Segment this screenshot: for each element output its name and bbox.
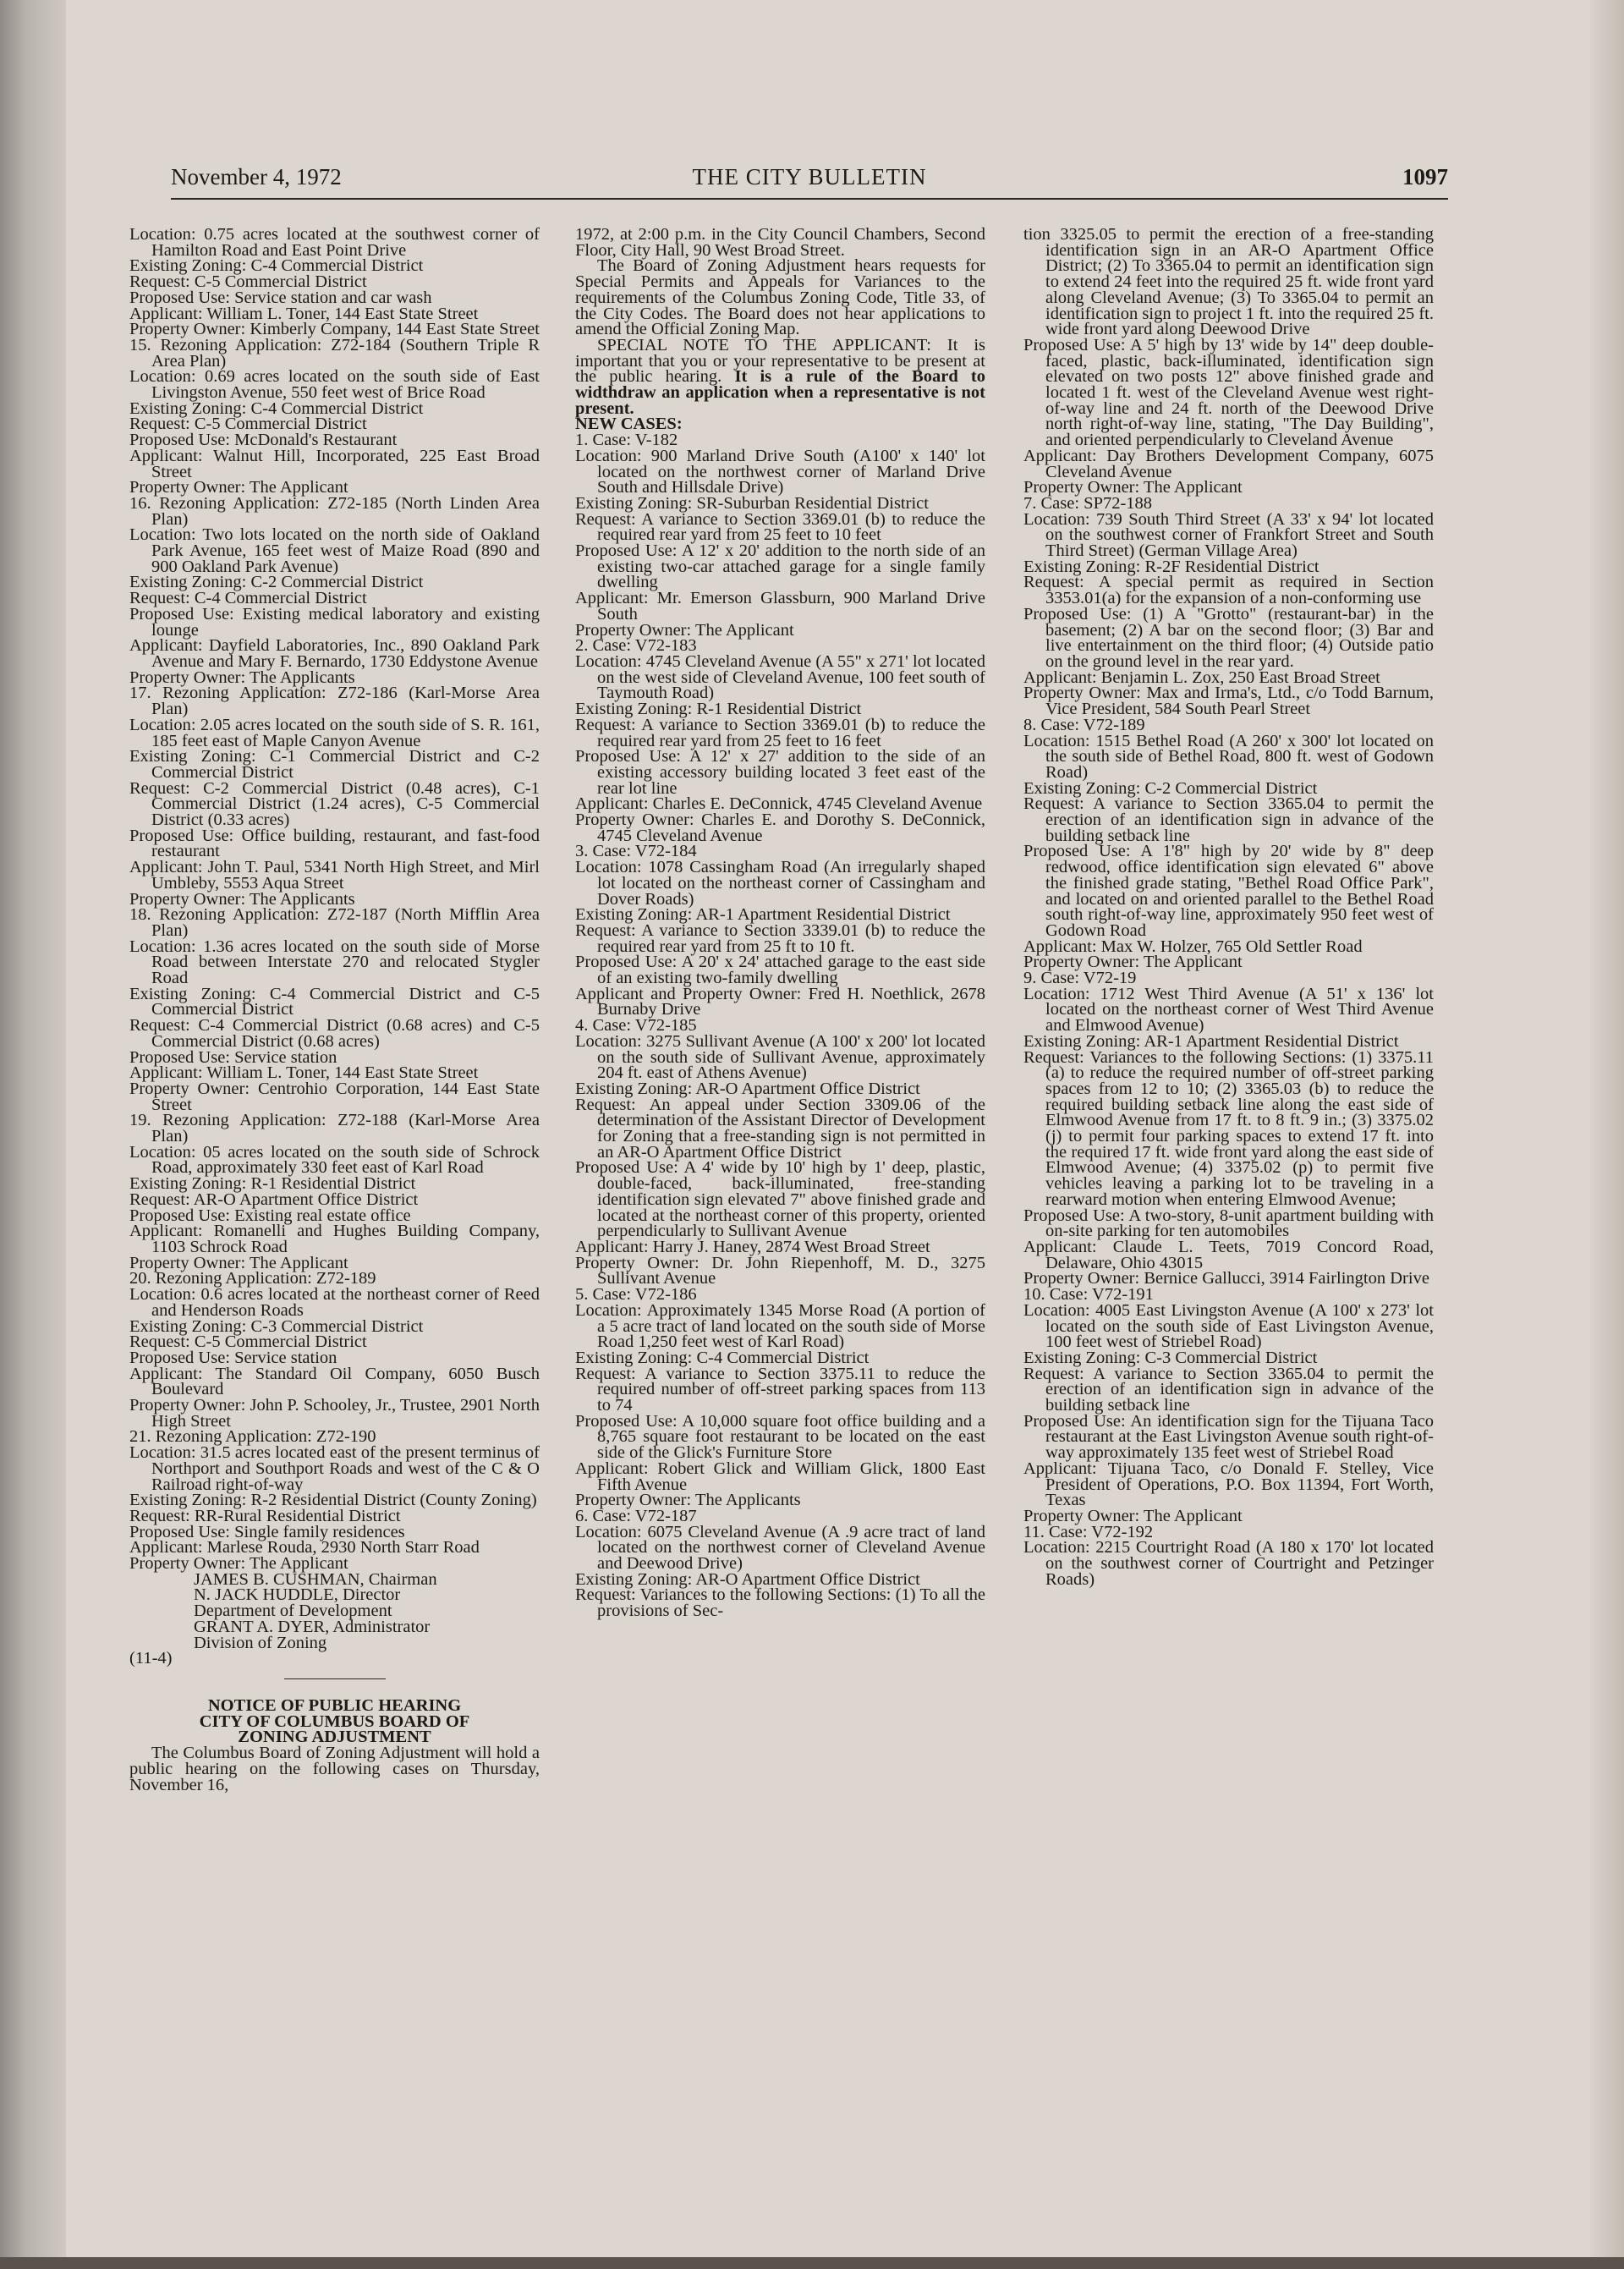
rezoning-entry-line: Proposed Use: Existing real estate office (129, 1206, 411, 1225)
rezoning-entry-line: Location: 1.36 acres located on the south side of Morse Road between Interstate 270 and relocated Stygler Road (129, 937, 540, 988)
case-entry-line: Location: 1078 Cassingham Road (An irregularly shaped lot located on the northeast corner of Cassingham and Dover Roads) (575, 858, 985, 909)
special-note (575, 335, 985, 418)
case-entry-line: Proposed Use: A 12' x 20' addition to the north side of an existing two-car attached garage for a single family dwelling (575, 541, 985, 592)
case-entry-line: Existing Zoning: C-2 Commercial District (1023, 778, 1318, 798)
notice-intro-continued: 1972, at 2:00 p.m. in the City Council Chambers, Second Floor, City Hall, 90 West Broad Street. (575, 225, 985, 260)
rezoning-entry-line: Existing Zoning: C-4 Commercial District (129, 398, 424, 418)
case-entry-line: Property Owner: Dr. John Riepenhoff, M. D., 3275 Sullivant Avenue (575, 1253, 985, 1288)
case-entry-line: Location: 6075 Cleveland Avenue (A .9 acre tract of land located on the northwest corner of Cleveland Avenue and Deewood Drive) (575, 1522, 985, 1574)
case-entry-line: Existing Zoning: C-3 Commercial District (1023, 1348, 1318, 1367)
rezoning-entry-line: Applicant: Dayfield Laboratories, Inc., 890 Oakland Park Avenue and Mary F. Bernardo, 1730 Eddystone Avenue (129, 636, 540, 671)
section-divider (284, 1678, 386, 1679)
signature-line: Division of Zoning (194, 1633, 327, 1652)
rezoning-entry-line: Existing Zoning: R-2 Residential District (County Zoning) (129, 1491, 537, 1510)
case-entry-line: Request: Variances to the following Sections: (1) 3375.11 (a) to reduce the required number of off-street parking spaces from 12 to 10; (2) 3365.03 (b) to reduce the required building setback line along the east side of Elmwood Avenue from 17 ft. to 8 ft. 9 in.; (3) 3375.02 (j) to permit four parking spaces to extend 17 ft. into the required 17 ft. wide front yard along the east side of Elmwood Avenue; (4) 3375.02 (p) to permit five vehicles leaving a parking lot to be traveling in a rearward motion when entering Elmwood Avenue; (1023, 1047, 1434, 1209)
case-entry-line: Applicant: Max W. Holzer, 765 Old Settler Road (1023, 937, 1363, 956)
case-entry-line: Applicant: Benjamin L. Zox, 250 East Broad Street (1023, 668, 1380, 687)
case-entry-line: Existing Zoning: AR-O Apartment Office District (575, 1569, 920, 1589)
rezoning-entry-line: Location: Two lots located on the north side of Oakland Park Avenue, 165 feet west of Maize Road (890 and 900 Oakland Park Avenue) (129, 525, 540, 576)
rezoning-entry-line: Request: C-5 Commercial District (129, 272, 367, 292)
page-bottom-edge (0, 2257, 1624, 2269)
rezoning-entry-line: Property Owner: The Applicants (129, 889, 355, 909)
notice-intro: The Columbus Board of Zoning Adjustment will hold a public hearing on the following cases on Thursday, November 16, (129, 1744, 540, 1794)
case-entry-line: Existing Zoning: SR-Suburban Residential District (575, 493, 929, 513)
rezoning-entry-line: Existing Zoning: C-1 Commercial District and C-2 Commercial District (129, 747, 540, 782)
case-entry-line: Property Owner: The Applicants (575, 1491, 801, 1510)
case-entry-line: Request: A variance to Section 3365.04 to permit the erection of an identification sign in advance of the building setback line (1023, 794, 1434, 845)
rezoning-entry-line: Applicant: Romanelli and Hughes Building Company, 1103 Schrock Road (129, 1222, 540, 1256)
rezoning-entry-line: Property Owner: The Applicants (129, 668, 355, 687)
case-entry-line: Location: 739 South Third Street (A 33' x 94' lot located on the southwest corner of Frankfort Street and South Third Street) (German Village Area) (1023, 509, 1434, 561)
case-entry-line: Location: 1712 West Third Avenue (A 51' x 136' lot located on the northeast corner of West Third Avenue and Elmwood Avenue) (1023, 984, 1434, 1036)
case-entry-line: Property Owner: The Applicant (1023, 1506, 1243, 1525)
rezoning-entry-line: Proposed Use: Service station and car wash (129, 288, 432, 307)
rezoning-entry-line: Property Owner: The Applicant (129, 1554, 348, 1574)
issue-code: (11-4) (129, 1649, 173, 1668)
rezoning-entry-line: Request: C-5 Commercial District (129, 1332, 367, 1352)
new-cases-heading: NEW CASES: (575, 415, 683, 434)
case-entry-line: 11. Case: V72-192 (1023, 1522, 1154, 1541)
case-entry-line: Existing Zoning: R-2F Residential District (1023, 557, 1320, 576)
rezoning-entry-line: Proposed Use: Service station (129, 1348, 337, 1367)
case-entry-line: Location: 2215 Courtright Road (A 180 x 170' lot located on the southwest corner of Courtright and Petzinger Roads) (1023, 1538, 1434, 1589)
case-entry-line: Location: 1515 Bethel Road (A 260' x 300' lot located on the south side of Bethel Road, 800 ft. west of Godown Road) (1023, 731, 1434, 782)
case-entry-line: Request: A variance to Section 3375.11 to reduce the required number of off-street parking spaces from 113 to 74 (575, 1364, 985, 1415)
case-entry-line: 8. Case: V72-189 (1023, 715, 1145, 734)
case-entry-line: Existing Zoning: AR-1 Apartment Residential District (1023, 1031, 1399, 1051)
rezoning-entry-line: Request: C-5 Commercial District (129, 415, 367, 434)
case-entry-line: Proposed Use: A 12' x 27' addition to the side of an existing accessory building located 3 feet east of the rear lot line (575, 747, 985, 798)
header-page-number: 1097 (1402, 164, 1448, 190)
signature-line: Department of Development (194, 1601, 392, 1621)
rezoning-entry-line: Proposed Use: Existing medical laboratory and existing lounge (129, 604, 540, 640)
case-entry-line: Proposed Use: An identification sign for the Tijuana Taco restaurant at the East Livingston Avenue south right-of-way approximately 135 feet west of Striebel Road (1023, 1411, 1434, 1463)
case-entry-line: Property Owner: Charles E. and Dorothy S. DeConnick, 4745 Cleveland Avenue (575, 810, 985, 845)
rezoning-entry-line: 18. Rezoning Application: Z72-187 (North Mifflin Area Plan) (129, 905, 540, 940)
rezoning-entry-line: Property Owner: Centrohio Corporation, 144 East State Street (129, 1079, 540, 1114)
case-entry-line: Existing Zoning: AR-O Apartment Office District (575, 1079, 920, 1098)
signature-line: GRANT A. DYER, Administrator (194, 1617, 431, 1636)
case-entry-line: Request: A variance to Section 3339.01 (b) to reduce the required rear yard from 25 ft to 10 ft. (575, 920, 985, 956)
case-entry-line: Property Owner: The Applicant (575, 620, 794, 640)
rezoning-entry-line: Property Owner: Kimberly Company, 144 East State Street (129, 320, 540, 339)
case-entry-line: Applicant: Claude L. Teets, 7019 Concord Road, Delaware, Ohio 43015 (1023, 1238, 1434, 1272)
case-entry-line: Property Owner: Bernice Gallucci, 3914 Fairlington Drive (1023, 1269, 1429, 1288)
rezoning-entry-line: Existing Zoning: R-1 Residential District (129, 1174, 416, 1194)
bulletin-page (127, 144, 1451, 2242)
case-entry-line: Proposed Use: A 1'8" high by 20' wide by 8" deep redwood, office identification sign elevated 6" above the finished grade stating, "Bethel Road Office Park", and located on and oriented parallel to the Bethel Road south right-of-way line, approximately 950 feet west of Godown Road (1023, 842, 1434, 940)
rezoning-entry-line: Applicant: Marlese Rouda, 2930 North Starr Road (129, 1538, 480, 1558)
case-entry-line: Existing Zoning: AR-1 Apartment Residential District (575, 905, 951, 925)
column-1 (129, 227, 540, 1793)
rezoning-entry-line: Proposed Use: Single family residences (129, 1522, 405, 1541)
case-entry-line: 3. Case: V72-184 (575, 842, 697, 861)
case-entry-line: Applicant: Day Brothers Development Company, 6075 Cleveland Avenue (1023, 446, 1434, 481)
rezoning-entry-line: Applicant: William L. Toner, 144 East State Street (129, 1063, 479, 1083)
rezoning-entry-line: Location: 31.5 acres located east of the present terminus of Northport and Southport Roads and west of the C & O Railroad right-of-way (129, 1443, 540, 1494)
rezoning-entry-line: 19. Rezoning Application: Z72-188 (Karl-Morse Area Plan) (129, 1111, 540, 1146)
case-entry-line: Proposed Use: (1) A "Grotto" (restaurant-bar) in the basement; (2) A bar on the second floor; (3) Bar and live entertainment on the third floor; (4) Outside patio on the ground level in the rear yard. (1023, 604, 1434, 671)
case-entry-line: Location: 900 Marland Drive South (A100' x 140' lot located on the northwest corner of Marland Drive South and Hillsdale Drive) (575, 446, 985, 497)
signature-block (129, 1569, 540, 1652)
rezoning-entry-line: Applicant: The Standard Oil Company, 6050 Busch Boulevard (129, 1364, 540, 1399)
case-entry-line: Request: A variance to Section 3369.01 (b) to reduce the required rear yard from 25 feet to 16 feet (575, 715, 985, 750)
column-3 (1023, 227, 1434, 1587)
rezoning-entry-line: 15. Rezoning Application: Z72-184 (Southern Triple R Area Plan) (129, 335, 540, 371)
page-right-edge (1590, 0, 1624, 2269)
case-entry-line: Applicant: Mr. Emerson Glassburn, 900 Marland Drive South (575, 589, 985, 624)
rezoning-entry-line: Applicant: John T. Paul, 5341 North High Street, and Mirl Umbleby, 5553 Aqua Street (129, 858, 540, 893)
case-entry-line: 4. Case: V72-185 (575, 1016, 697, 1036)
rezoning-list (129, 227, 540, 1572)
cases-list (575, 432, 985, 1619)
case-entry-line: Property Owner: The Applicant (1023, 953, 1243, 972)
case-entry-line: Applicant: Robert Glick and William Glick, 1800 East Fifth Avenue (575, 1459, 985, 1494)
case-entry-line: 2. Case: V72-183 (575, 636, 697, 656)
rezoning-entry-line: Location: 0.75 acres located at the southwest corner of Hamilton Road and East Point Drive (129, 225, 540, 260)
rezoning-entry-line: Existing Zoning: C-4 Commercial District (129, 256, 424, 276)
header-date: November 4, 1972 (171, 164, 342, 190)
rezoning-entry-line: Location: 0.69 acres located on the south side of East Livingston Avenue, 550 feet west of Brice Road (129, 367, 540, 403)
signature-line: JAMES B. CUSHMAN, Chairman (194, 1569, 437, 1589)
rezoning-entry-line: Property Owner: The Applicant (129, 1253, 348, 1272)
rezoning-entry-line: Location: 0.6 acres located at the northeast corner of Reed and Henderson Roads (129, 1285, 540, 1320)
rezoning-entry-line: Proposed Use: Service station (129, 1047, 337, 1067)
rezoning-entry-line: Existing Zoning: C-4 Commercial District and C-5 Commercial District (129, 984, 540, 1019)
case-entry-line: Existing Zoning: C-4 Commercial District (575, 1348, 870, 1367)
rezoning-entry-line: 20. Rezoning Application: Z72-189 (129, 1269, 376, 1288)
special-note-rule: It is a rule of the Board to widthdraw an application when a representative is not present. (575, 367, 985, 418)
case-entry-line: Applicant: Charles E. DeConnick, 4745 Cleveland Avenue (575, 794, 983, 814)
notice-title (129, 1695, 540, 1747)
case-entry-line: Request: A variance to Section 3365.04 to permit the erection of an identification sign in advance of the building setback line (1023, 1364, 1434, 1415)
signature-line: N. JACK HUDDLE, Director (194, 1585, 401, 1605)
case-entry-line: Proposed Use: A 5' high by 13' wide by 14" deep double-faced, plastic, back-illuminated, identification sign elevated on two posts 12" above finished grade and located 1 ft. west of the Cleveland Avenue west right-of-way line and 24 ft. north of the Deewood Drive north right-of-way line, stating, "The Day Building", and oriented perpendicularly to Cleveland Avenue (1023, 335, 1434, 450)
notice-title-line: NOTICE OF PUBLIC HEARING (207, 1695, 462, 1715)
rezoning-entry-line: Existing Zoning: C-2 Commercial District (129, 573, 424, 592)
case-entry-line: Existing Zoning: R-1 Residential District (575, 700, 862, 719)
rezoning-entry-line: Applicant: Walnut Hill, Incorporated, 225 East Broad Street (129, 446, 540, 481)
case-entry-line: Property Owner: Max and Irma's, Ltd., c/o Todd Barnum, Vice President, 584 South Pearl Street (1023, 684, 1434, 719)
case-entry-line: Request: A variance to Section 3369.01 (b) to reduce the required rear yard from 25 feet to 10 feet (575, 509, 985, 545)
case-entry-line: Proposed Use: A 20' x 24' attached garage to the east side of an existing two-family dwelling (575, 953, 985, 988)
header-title: THE CITY BULLETIN (692, 164, 927, 190)
rezoning-entry-line: Request: C-4 Commercial District (0.68 acres) and C-5 Commercial District (0.68 acres) (129, 1016, 540, 1051)
column-2 (575, 227, 985, 1619)
case-entry-line: Location: 4745 Cleveland Avenue (A 55" x 271' lot located on the west side of Cleveland Avenue, 100 feet south of Taymouth Road) (575, 651, 985, 703)
case-entry-line: 6. Case: V72-187 (575, 1506, 697, 1525)
rezoning-entry-line: Request: AR-O Apartment Office District (129, 1189, 419, 1209)
case-entry-line: 9. Case: V72-19 (1023, 969, 1137, 988)
rezoning-entry-line: Property Owner: John P. Schooley, Jr., Trustee, 2901 North High Street (129, 1396, 540, 1431)
rezoning-entry-line: Request: C-4 Commercial District (129, 589, 367, 608)
rezoning-entry-line: Location: 2.05 acres located on the south side of S. R. 161, 185 feet east of Maple Canyon Avenue (129, 715, 540, 750)
page-binding-edge (0, 0, 66, 2269)
case-entry-line: 7. Case: SP72-188 (1023, 493, 1153, 513)
rezoning-entry-line: 17. Rezoning Application: Z72-186 (Karl-Morse Area Plan) (129, 684, 540, 719)
special-note-text: SPECIAL NOTE TO THE APPLICANT: It is important that you or your representative to be present at the public hearing. (575, 335, 985, 387)
board-description: The Board of Zoning Adjustment hears requests for Special Permits and Appeals for Variances to the requirements of the Columbus Zoning Code, Title 33, of the City Codes. The Board does not hear applications to amend the Official Zoning Map. (575, 256, 985, 339)
case-entry-line: Property Owner: The Applicant (1023, 478, 1243, 497)
case-entry-line: 5. Case: V72-186 (575, 1285, 697, 1305)
case-entry-line: Location: Approximately 1345 Morse Road (A portion of a 5 acre tract of land located on the south side of Morse Road 1,250 feet west of Karl Road) (575, 1300, 985, 1352)
rezoning-entry-line: Location: 05 acres located on the south side of Schrock Road, approximately 330 feet east of Karl Road (129, 1142, 540, 1178)
notice-title-line: CITY OF COLUMBUS BOARD OF (199, 1711, 470, 1731)
rezoning-entry-line: 21. Rezoning Application: Z72-190 (129, 1427, 376, 1447)
rezoning-entry-line: Proposed Use: Office building, restaurant, and fast-food restaurant (129, 826, 540, 861)
rezoning-entry-line: Request: RR-Rural Residential District (129, 1506, 401, 1525)
case-entry-line: Proposed Use: A two-story, 8-unit apartment building with on-site parking for ten automobiles (1023, 1206, 1434, 1241)
case-entry-line: Applicant and Property Owner: Fred H. Noethlick, 2678 Burnaby Drive (575, 984, 985, 1019)
cases-list-continued (1023, 227, 1434, 1587)
rezoning-entry-line: Applicant: William L. Toner, 144 East State Street (129, 304, 479, 323)
notice-title-line: ZONING ADJUSTMENT (238, 1728, 431, 1747)
case-entry-line: Request: A special permit as required in Section 3353.01(a) for the expansion of a non-conforming use (1023, 573, 1434, 608)
rezoning-entry-line: 16. Rezoning Application: Z72-185 (North Linden Area Plan) (129, 493, 540, 529)
rezoning-entry-line: Proposed Use: McDonald's Restaurant (129, 431, 398, 450)
case-entry-line: Applicant: Tijuana Taco, c/o Donald F. Stelley, Vice President of Operations, P.O. Box 11394, Fort Worth, Texas (1023, 1459, 1434, 1510)
case-entry-line: Request: Variances to the following Sections: (1) To all the provisions of Sec- (575, 1585, 985, 1621)
case-entry-line: 10. Case: V72-191 (1023, 1285, 1154, 1305)
case-entry-line: 1. Case: V-182 (575, 431, 678, 450)
rezoning-entry-line: Request: C-2 Commercial District (0.48 acres), C-1 Commercial District (1.24 acres), C-5 Commercial District (0.33 acres) (129, 778, 540, 830)
case-entry-line: Location: 3275 Sullivant Avenue (A 100' x 200' lot located on the south side of Sullivant Avenue, approximately 204 ft. east of Athens Avenue) (575, 1031, 985, 1083)
case-entry-line: Location: 4005 East Livingston Avenue (A 100' x 273' lot located on the south side of East Livingston Avenue, 100 feet west of Striebel Road) (1023, 1300, 1434, 1352)
case-entry-line: Request: An appeal under Section 3309.06 of the determination of the Assistant Director of Development for Zoning that a free-standing sign is not permitted in an AR-O Apartment Office District (575, 1095, 985, 1162)
case-entry-line: Applicant: Harry J. Haney, 2874 West Broad Street (575, 1238, 930, 1256)
rezoning-entry-line: Property Owner: The Applicant (129, 478, 348, 497)
rezoning-entry-line: Existing Zoning: C-3 Commercial District (129, 1316, 424, 1336)
page-header (171, 157, 1448, 200)
case-entry-line: Proposed Use: A 10,000 square foot office building and a 8,765 square foot restaurant to be located on the east side of the Glick's Furniture Store (575, 1411, 985, 1463)
case-entry-line: Proposed Use: A 4' wide by 10' high by 1' deep, plastic, double-faced, back-illuminated, free-standing identification sign elevated 7" above finished grade and located at the northeast corner of this property, oriented perpendicularly to Sullivant Avenue (575, 1158, 985, 1241)
case-entry-line: tion 3325.05 to permit the erection of a free-standing identification sign in an AR-O Apartment Office District; (2) To 3365.04 to permit an identification sign to extend 24 feet into the required 25 ft. wide front yard along Cleveland Avenue; (3) To 3365.04 to permit an identification sign to project 1 ft. into the required 25 ft. wide front yard along Deewood Drive (1023, 225, 1434, 339)
